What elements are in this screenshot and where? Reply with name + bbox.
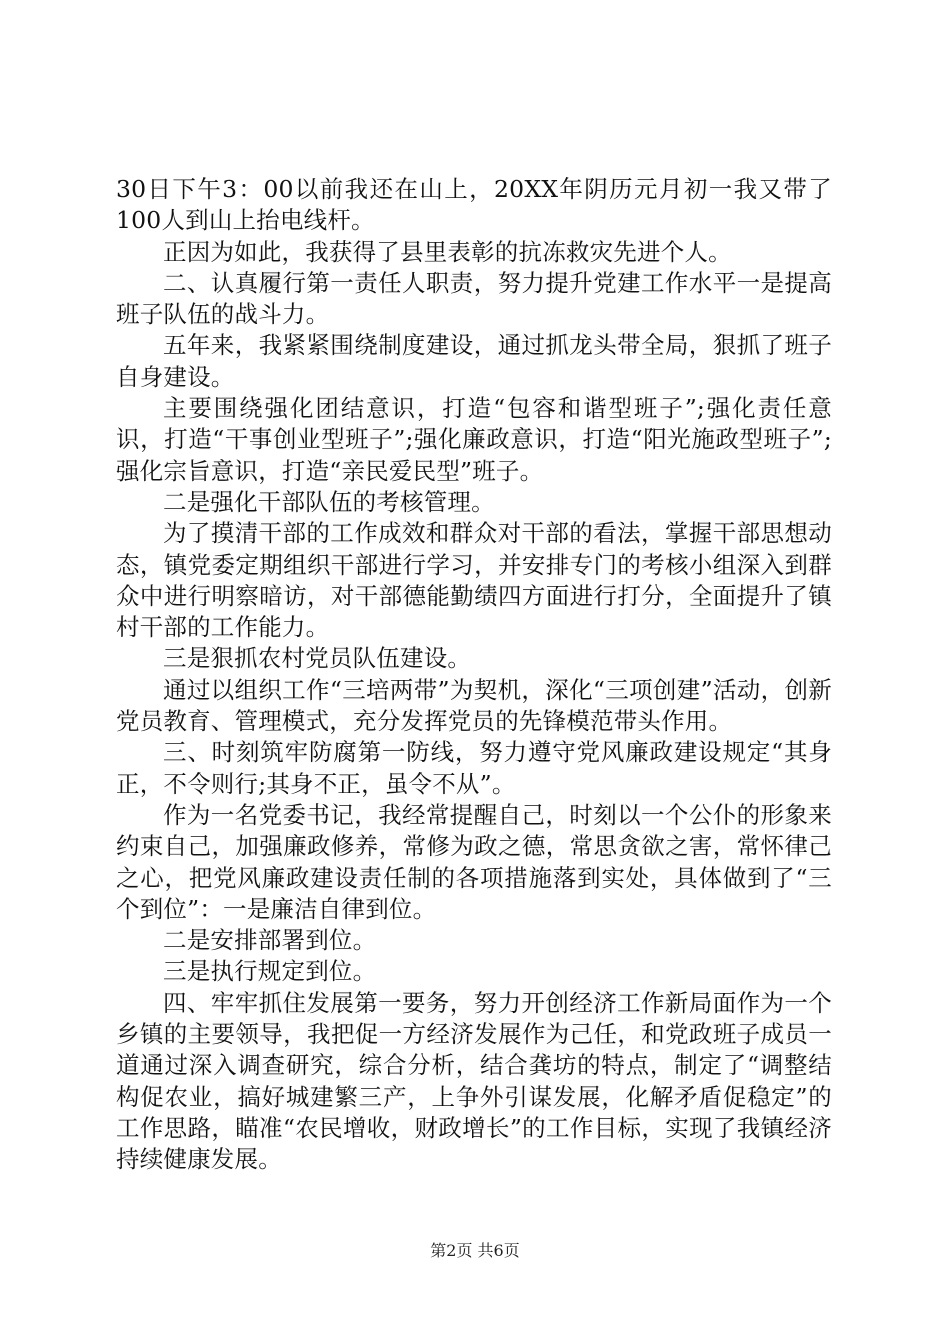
paragraph: 三是执行规定到位。 xyxy=(163,957,377,986)
paragraph: 二是强化干部队伍的考核管理。 xyxy=(163,487,495,516)
paragraph: 30日下午3：00以前我还在山上，20XX年阴历元月初一我又带了100人到山上抬电线杆。 xyxy=(116,175,832,235)
paragraph: 通过以组织工作“三培两带”为契机，深化“三项创建”活动，创新党员教育、管理模式，充分发挥党员的先锋模范带头作用。 xyxy=(116,675,832,736)
paragraph: 为了摸清干部的工作成效和群众对干部的看法，掌握干部思想动态，镇党委定期组织干部进行学习，并安排专门的考核小组深入到群众中进行明察暗访，对干部德能勤绩四方面进行打分，全面提升了镇村干部的工作能力。 xyxy=(116,519,832,642)
paragraph: 三是狠抓农村党员队伍建设。 xyxy=(163,644,472,673)
section-heading-paragraph: 四、牢牢抓住发展第一要务，努力开创经济工作新局面作为一个乡镇的主要领导，我把促一方经济发展作为己任，和党政班子成员一道通过深入调查研究，综合分析，结合龚坊的特点，制定了“调整结构促农业，搞好城建繁三产，上争外引谋发展，化解矛盾促稳定”的工作思路，瞄准“农民增收，财政增长”的工作目标，实现了我镇经济持续健康发展。 xyxy=(116,988,832,1174)
document-body xyxy=(116,174,832,1176)
paragraph: 正因为如此，我获得了县里表彰的抗冻救灾先进个人。 xyxy=(163,237,732,266)
page-footer xyxy=(0,1238,950,1261)
paragraph: 主要围绕强化团结意识，打造“包容和谐型班子”;强化责任意识，打造“干事创业型班子”;强化廉政意识，打造“阳光施政型班子”;强化宗旨意识，打造“亲民爱民型”班子。 xyxy=(116,394,832,485)
paragraph: 二是安排部署到位。 xyxy=(163,926,377,955)
paragraph: 五年来，我紧紧围绕制度建设，通过抓龙头带全局，狠抓了班子自身建设。 xyxy=(116,331,832,391)
paragraph: 作为一名党委书记，我经常提醒自己，时刻以一个公仆的形象来约束自己，加强廉政修养，常修为政之德，常思贪欲之害，常怀律己之心，把党风廉政建设责任制的各项措施落到实处，具体做到了“三个到位”：一是廉洁自律到位。 xyxy=(116,800,832,923)
section-heading-paragraph: 三、时刻筑牢防腐第一防线，努力遵守党风廉政建设规定“其身正，不令则行;其身不正，虽令不从”。 xyxy=(116,738,832,798)
page-number-label: 第2页 共6页 xyxy=(430,1241,520,1260)
section-heading-paragraph: 二、认真履行第一责任人职责，努力提升党建工作水平一是提高班子队伍的战斗力。 xyxy=(116,268,832,329)
